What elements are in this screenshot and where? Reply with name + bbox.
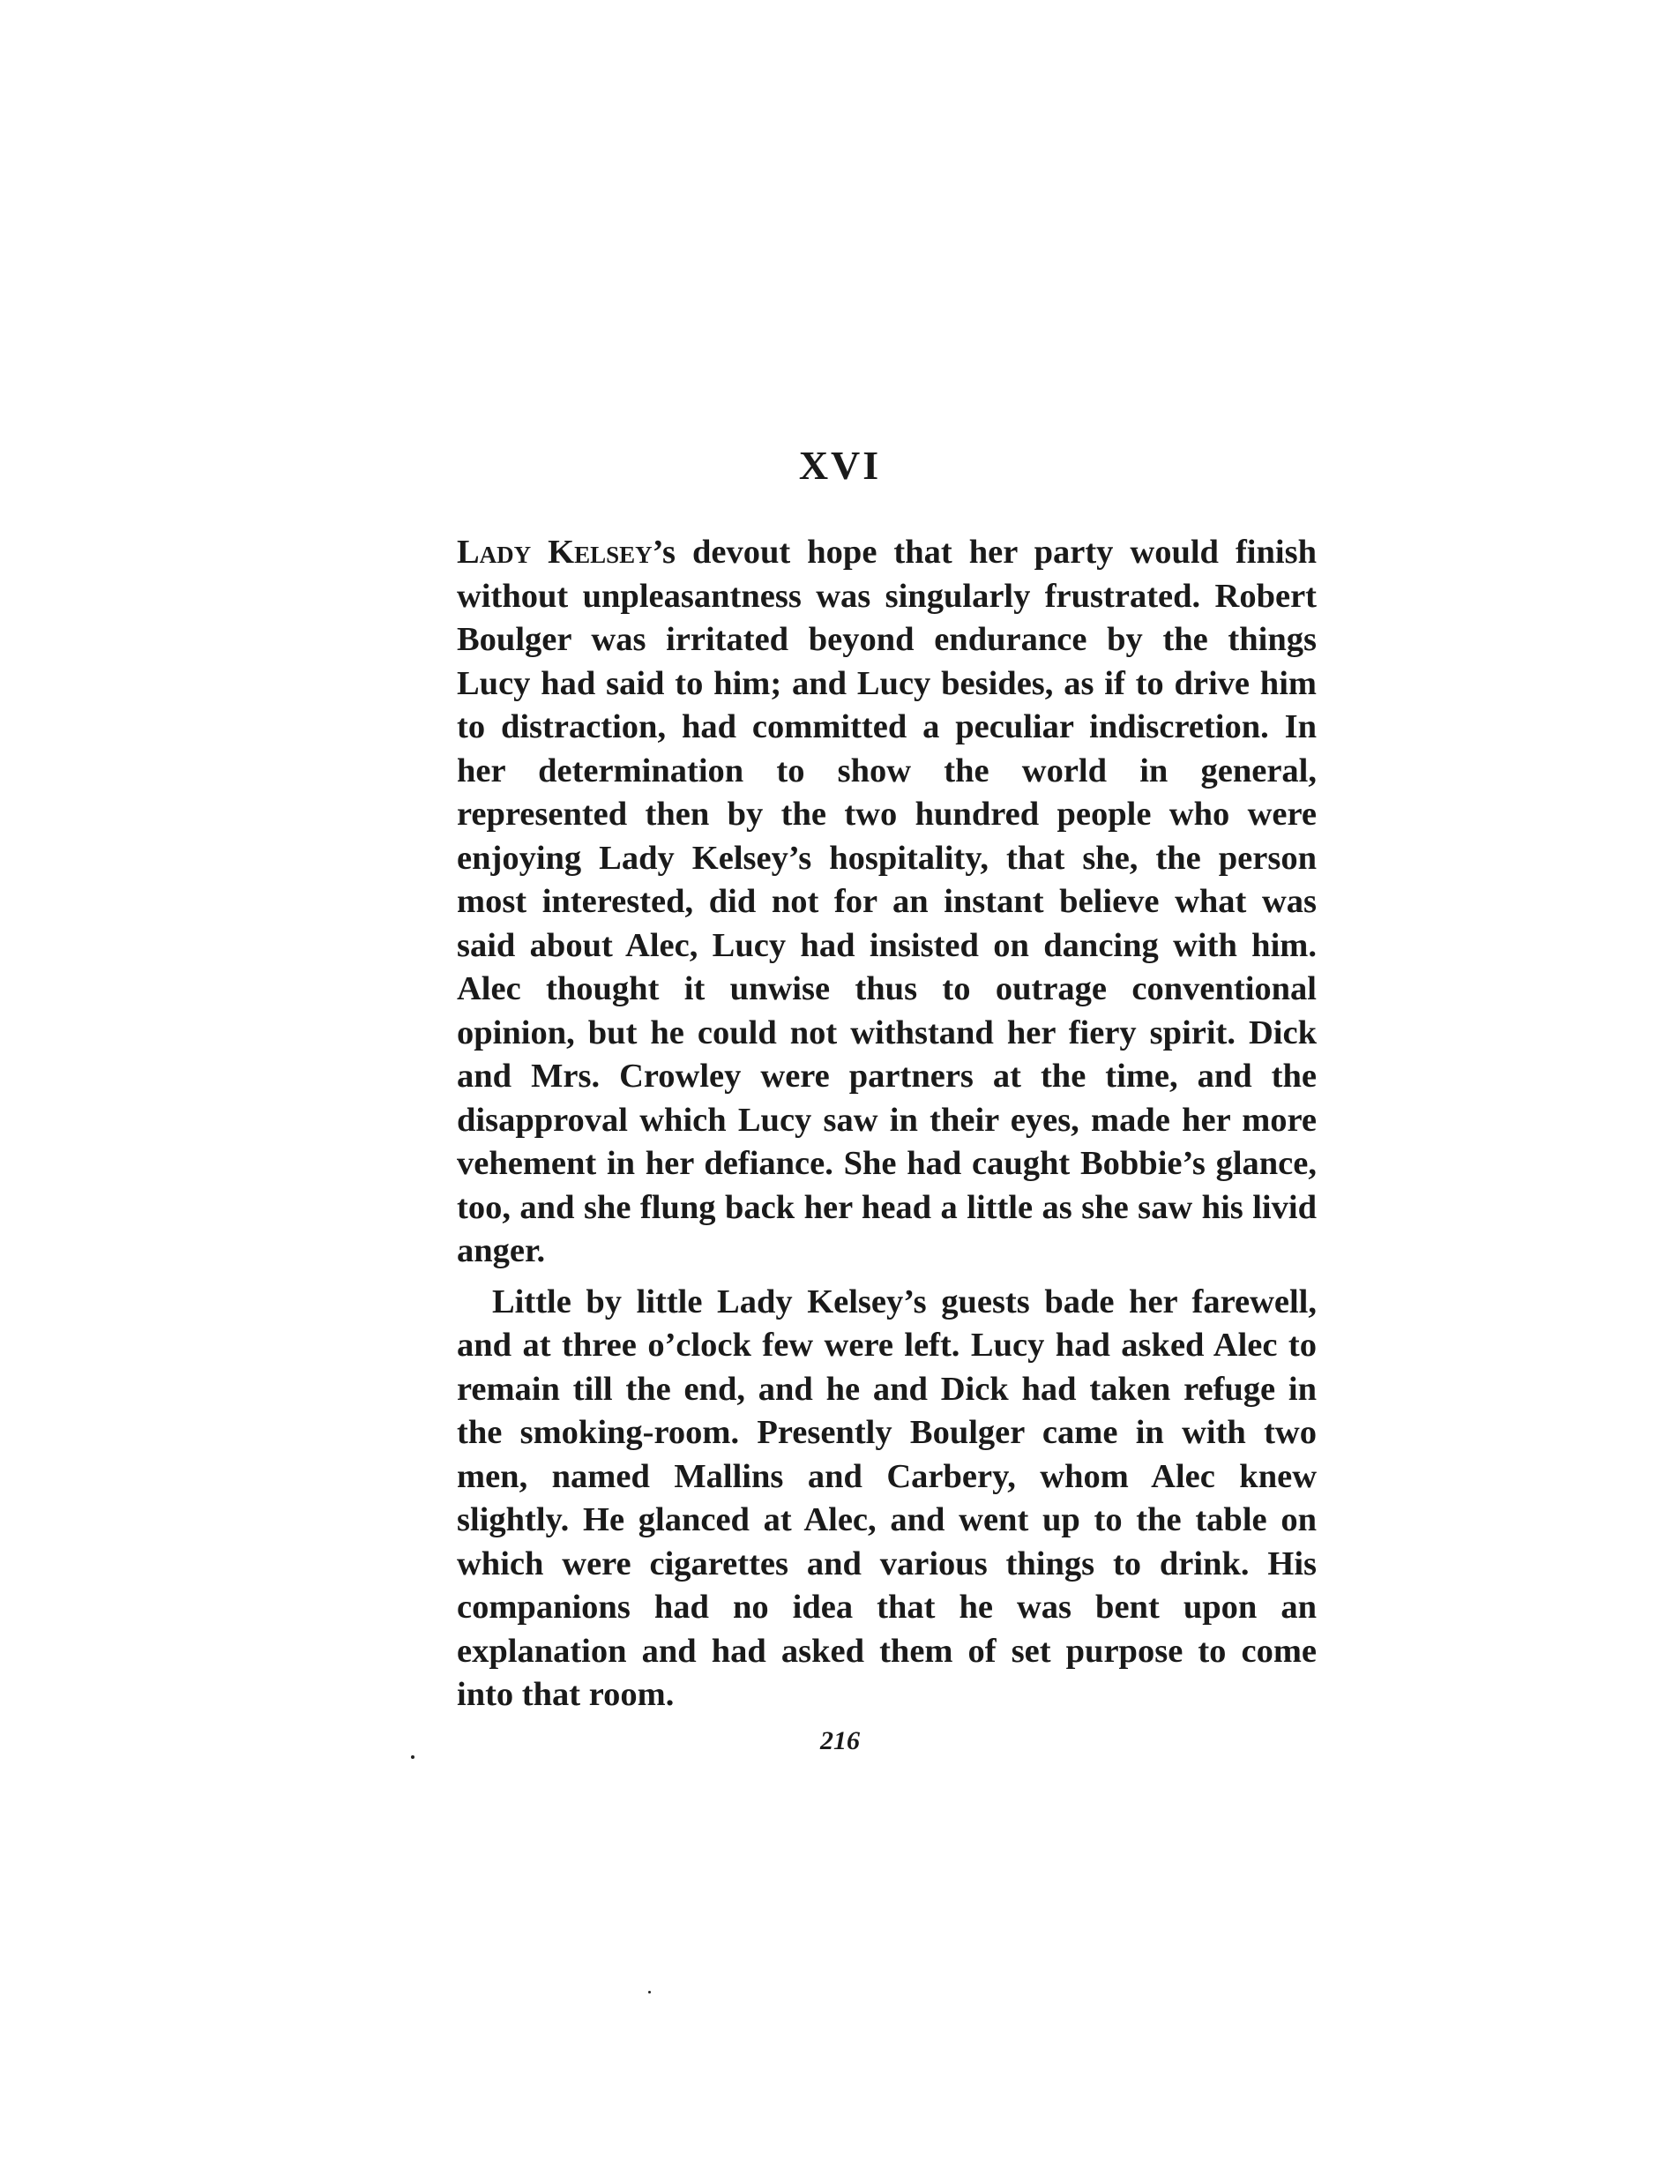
page-number: 216 [820, 1726, 860, 1755]
paragraph-2: Little by little Lady Kelsey’s guests bade her farewell, and at three o’clock few were left. Lucy had asked Alec to remain till the end, and he and Dick had taken refuge in the smoking-room. Presently Boulger came in with two men, named Mallins and Carbery, whom Alec knew slightly. He glanced at Alec, and went up to the table on which were cigarettes and various things to drink. His companions had no idea that he was bent upon an explanation and had asked them of set purpose to come into that room. [457, 1283, 1317, 1713]
body-text [457, 531, 1317, 1717]
chapter-heading: XVI [798, 443, 882, 488]
scan-speck [411, 1755, 414, 1759]
lead-small-caps: Lady Kelsey [457, 534, 653, 571]
paragraph-1 [457, 531, 1317, 1274]
paragraph-1-text: ’s devout hope that her party would finish without unpleasantness was singularly frustrated. Robert Boulger was irritated beyond endurance by the things Lucy had said to him; and Lucy besides, as if to drive him to distraction, had committed a peculiar indiscretion. In her determination to show the world in general, represented then by the two hundred people who were enjoying Lady Kelsey’s hospitality, that she, the person most interested, did not for an instant believe what was said about Alec, Lucy had insisted on dancing with him. Alec thought it unwise thus to outrage conventional opinion, but he could not withstand her fiery spirit. Dick and Mrs. Crowley were partners at the time, and the disapproval which Lucy saw in their eyes, made her more vehement in her defiance. She had caught Bobbie’s glance, too, and she flung back her head a little as she saw his livid anger. [457, 534, 1317, 1269]
scan-speck [648, 1991, 651, 1993]
